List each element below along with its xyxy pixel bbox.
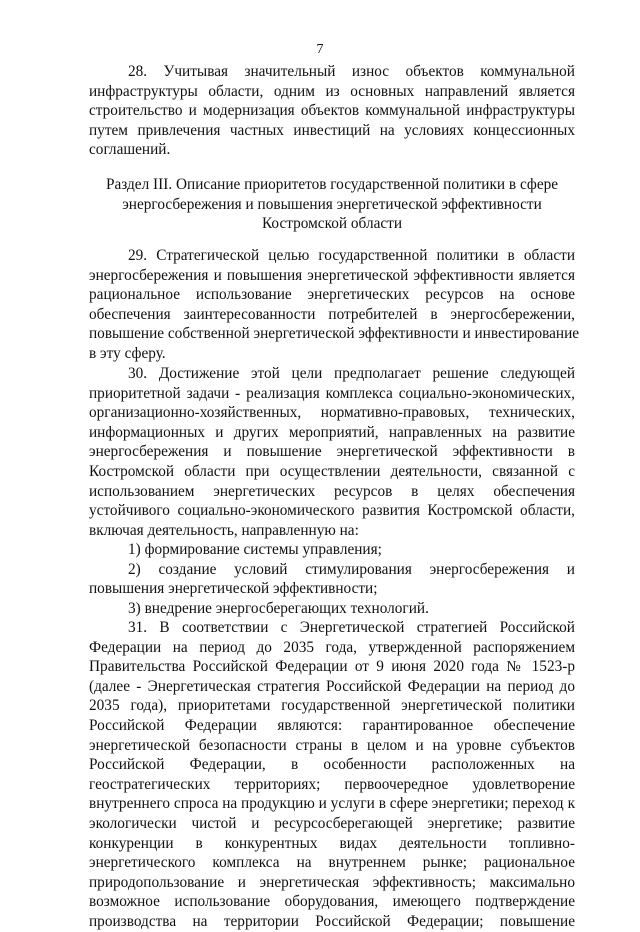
section-heading bbox=[89, 175, 575, 234]
paragraph-line: производства на территории Российской Федерации; повышение bbox=[89, 912, 575, 930]
paragraph-line: экологически чистой и ресурсосберегающей энергетике; развитие bbox=[89, 814, 575, 832]
heading-line: Раздел III. Описание приоритетов государственной политики в сфере bbox=[105, 176, 559, 193]
paragraph-29 bbox=[89, 246, 580, 364]
paragraph-line: 29. Стратегической целью государственной политики в области bbox=[128, 247, 575, 264]
paragraph-28 bbox=[89, 62, 575, 160]
paragraph-line: 28. Учитывая значительный износ объектов коммунальной bbox=[128, 63, 575, 80]
paragraph-30 bbox=[89, 364, 575, 540]
paragraph-line: Российской Федерации являются: гарантированное обеспечение bbox=[89, 716, 575, 734]
paragraph-line: внутреннего спроса на продукцию и услуги в сфере энергетики; переход к bbox=[89, 795, 575, 813]
paragraph-line: Правительства Российской Федерации от 9 июня 2020 года № 1523-р bbox=[89, 658, 575, 676]
paragraph-line: информационных и других мероприятий, направленных на развитие bbox=[89, 423, 575, 441]
paragraph-line: Костромской области при осуществлении деятельности, связанной с bbox=[89, 462, 575, 480]
heading-line: Костромской области bbox=[261, 215, 403, 233]
paragraph-line: организационно-хозяйственных, нормативно-правовых, технических, bbox=[89, 404, 575, 422]
paragraph-line: обеспечения заинтересованности потребителей в энергосбережении, bbox=[89, 305, 575, 323]
paragraph-line: энергетической безопасности страны в целом и на уровне субъектов bbox=[89, 736, 575, 754]
paragraph-line: конкуренции в конкурентных видах деятельности топливно- bbox=[89, 834, 575, 852]
paragraph-line: приоритетной задачи - реализация комплекса социально-экономических, bbox=[89, 384, 575, 402]
paragraph-line: 2035 года), приоритетами государственной энергетической политики bbox=[89, 697, 575, 715]
paragraph-line: возможное использование оборудования, имеющего подтверждение bbox=[89, 893, 575, 911]
paragraph-line: в эту сферу. bbox=[89, 344, 166, 362]
paragraph-line: Федерации на период до 2035 года, утвержденной распоряжением bbox=[89, 638, 575, 656]
paragraph-line: Российской Федерации, в особенности расположенных на bbox=[89, 756, 575, 774]
paragraph-line: природопользование и энергетическая эффективность; максимально bbox=[89, 873, 575, 891]
paragraph-line: энергетического комплекса на внутреннем рынке; рациональное bbox=[89, 854, 575, 872]
heading-line: энергосбережения и повышения энергетической эффективности bbox=[122, 195, 542, 213]
list-item: 3) внедрение энергосберегающих технологий. bbox=[128, 599, 429, 617]
paragraph-line: устойчивого социально-экономического развития Костромской области, bbox=[89, 502, 575, 520]
paragraph-line: рациональное использование энергетических ресурсов на основе bbox=[89, 286, 575, 304]
paragraph-line: включая деятельность, направленную на: bbox=[89, 521, 359, 539]
paragraph-31 bbox=[89, 618, 575, 932]
paragraph-line: использованием энергетических ресурсов в целях обеспечения bbox=[89, 482, 575, 500]
paragraph-line: строительство и модернизация объектов коммунальной инфраструктуры bbox=[89, 102, 575, 120]
paragraph-line: повышение собственной энергетической эффективности и инвестирование bbox=[89, 325, 580, 343]
list-item: 2) создание условий стимулирования энергосбережения и bbox=[128, 560, 575, 578]
paragraph-line: геостратегических территориях; первоочередное удовлетворение bbox=[89, 775, 575, 793]
paragraph-line: соглашений. bbox=[89, 141, 171, 159]
list-item-continuation: повышения энергетической эффективности; bbox=[89, 580, 378, 598]
paragraph-line: энергосбережения и повышения энергетической эффективности является bbox=[89, 266, 575, 284]
page-number: 7 bbox=[316, 42, 324, 57]
paragraph-line: 30. Достижение этой цели предполагает решение следующей bbox=[128, 365, 575, 382]
paragraph-line: путем привлечения частных инвестиций на условиях концессионных bbox=[89, 121, 575, 139]
paragraph-line: 31. В соответствии с Энергетической стратегией Российской bbox=[128, 619, 575, 636]
paragraph-line: инфраструктуры области, одним из основных направлений является bbox=[89, 82, 575, 100]
list-item: 1) формирование системы управления; bbox=[128, 541, 382, 558]
paragraph-line: (далее - Энергетическая стратегия Российской Федерации на период до bbox=[89, 677, 575, 695]
priority-list bbox=[89, 540, 575, 618]
paragraph-line: энергосбережения и повышение энергетической эффективности в bbox=[89, 443, 575, 461]
